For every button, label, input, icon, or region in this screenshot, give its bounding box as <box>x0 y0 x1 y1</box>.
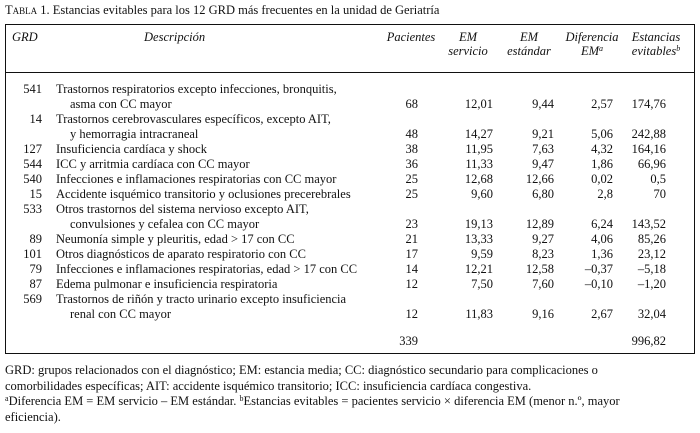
cell-pacientes: 38 <box>405 142 418 156</box>
cell-em-estandar: 7,60 <box>532 277 554 291</box>
cell-evitables: 70 <box>653 187 666 201</box>
header-descripcion: Descripción <box>144 30 206 44</box>
cell-descripcion: Infecciones e inflamaciones respiratorias con CC mayor <box>56 172 337 186</box>
cell-em-estandar: 12,89 <box>525 217 554 231</box>
cell-evitables: 164,16 <box>631 142 666 156</box>
notes-footnotes-end: eficiencia). <box>5 409 61 424</box>
cell-evitables: 0,5 <box>650 172 666 186</box>
cell-descripcion-cont: renal con CC mayor <box>70 307 172 321</box>
cell-pacientes: 48 <box>405 127 418 141</box>
cell-em-servicio: 13,33 <box>464 232 493 246</box>
cell-em-servicio: 11,95 <box>465 142 493 156</box>
cell-em-servicio: 7,50 <box>471 277 493 291</box>
cell-evitables: 23,12 <box>637 247 666 261</box>
cell-grd: 540 <box>23 172 42 186</box>
cell-em-servicio: 19,13 <box>464 217 493 231</box>
cell-evitables: 242,88 <box>631 127 666 141</box>
cell-evitables: 85,26 <box>637 232 666 246</box>
cell-em-servicio: 11,83 <box>465 307 493 321</box>
cell-diferencia: 2,57 <box>591 97 613 111</box>
cell-descripcion-cont: y hemorragia intracraneal <box>70 127 199 141</box>
cell-pacientes: 25 <box>405 187 418 201</box>
caption-text: Estancias evitables para los 12 GRD más frecuentes en la unidad de Geriatría <box>52 3 440 17</box>
cell-em-estandar: 6,80 <box>532 187 554 201</box>
notes-footnotes: $^a$Diferencia EM = EM servicio – EM estándar. $^b$Estancias evitables = pacientes servicio × diferencia EM (menor n.º, mayor <box>5 394 620 408</box>
caption-label: Tabla 1. <box>5 3 50 17</box>
cell-em-estandar: 8,23 <box>532 247 554 261</box>
cell-grd: 89 <box>29 232 42 246</box>
header-em-estandar: EM estándar <box>507 30 551 58</box>
cell-descripcion: ICC y arritmia cardíaca con CC mayor <box>56 157 250 171</box>
cell-diferencia: 6,24 <box>591 217 613 231</box>
cell-pacientes: 23 <box>405 217 418 231</box>
cell-descripcion: Neumonía simple y pleuritis, edad > 17 con CC <box>56 232 295 246</box>
cell-grd: 87 <box>29 277 42 291</box>
cell-pacientes: 36 <box>405 157 418 171</box>
cell-pacientes: 17 <box>405 247 418 261</box>
cell-descripcion: Accidente isquémico transitorio y oclusiones precerebrales <box>56 187 351 201</box>
cell-em-servicio: 11,33 <box>465 157 493 171</box>
cell-diferencia: 2,67 <box>591 307 613 321</box>
table-caption <box>5 3 439 18</box>
notes-abbreviations-2: comorbilidades específicas; AIT: accidente isquémico transitorio; ICC: insuficiencia cardíaca congestiva. <box>5 378 532 393</box>
header-pacientes: Pacientes <box>386 30 436 44</box>
cell-descripcion: Otros diagnósticos de aparato respiratorio con CC <box>56 247 306 261</box>
header-estancias: Estancias evitables$^b$ <box>631 30 681 58</box>
cell-pacientes: 14 <box>405 262 418 276</box>
cell-em-estandar: 9,16 <box>532 307 554 321</box>
cell-descripcion: Insuficiencia cardíaca y shock <box>56 142 207 156</box>
header-grd: GRD <box>12 30 38 44</box>
cell-evitables: 66,96 <box>637 157 666 171</box>
cell-em-servicio: 12,21 <box>464 262 493 276</box>
cell-em-servicio: 12,68 <box>464 172 493 186</box>
cell-descripcion: Infecciones e inflamaciones respiratorias, edad > 17 con CC <box>56 262 358 276</box>
cell-em-estandar: 7,63 <box>532 142 554 156</box>
cell-descripcion: Otros trastornos del sistema nervioso excepto AIT, <box>56 202 309 216</box>
cell-grd: 79 <box>29 262 42 276</box>
cell-grd: 15 <box>29 187 42 201</box>
cell-evitables: 174,76 <box>631 97 666 111</box>
cell-diferencia: 4,06 <box>591 232 613 246</box>
cell-em-servicio: 9,60 <box>471 187 493 201</box>
cell-grd: 544 <box>23 157 42 171</box>
cell-em-estandar: 12,66 <box>525 172 554 186</box>
cell-diferencia: 1,36 <box>591 247 613 261</box>
cell-pacientes: 12 <box>405 277 418 291</box>
cell-pacientes: 21 <box>405 232 418 246</box>
cell-diferencia: 2,8 <box>597 187 613 201</box>
cell-descripcion: Trastornos cerebrovasculares específicos, excepto AIT, <box>56 112 331 126</box>
cell-em-estandar: 9,44 <box>532 97 554 111</box>
header-separator <box>5 72 695 73</box>
cell-pacientes: 12 <box>405 307 418 321</box>
cell-evitables: –5,18 <box>637 262 666 276</box>
cell-diferencia: 0,02 <box>591 172 613 186</box>
cell-em-servicio: 12,01 <box>464 97 493 111</box>
cell-descripcion: Trastornos de riñón y tracto urinario excepto insuficiencia <box>56 292 347 306</box>
header-em-servicio: EM servicio <box>448 30 488 58</box>
cell-diferencia: –0,10 <box>584 277 613 291</box>
cell-diferencia: 1,86 <box>591 157 613 171</box>
cell-grd: 569 <box>23 292 42 306</box>
cell-evitables: 32,04 <box>637 307 666 321</box>
cell-grd: 533 <box>23 202 42 216</box>
cell-descripcion: Trastornos respiratorios excepto infecciones, bronquitis, <box>56 82 337 96</box>
cell-em-estandar: 9,27 <box>532 232 554 246</box>
cell-em-servicio: 14,27 <box>464 127 493 141</box>
cell-grd: 127 <box>23 142 42 156</box>
cell-em-estandar: 12,58 <box>525 262 554 276</box>
cell-pacientes: 68 <box>405 97 418 111</box>
total-evitables: 996,82 <box>631 334 666 348</box>
cell-grd: 14 <box>29 112 42 126</box>
header-diferencia: Diferencia $EM^a$ <box>565 30 619 58</box>
cell-descripcion-cont: asma con CC mayor <box>70 97 172 111</box>
cell-em-estandar: 9,47 <box>532 157 554 171</box>
cell-diferencia: 4,32 <box>591 142 613 156</box>
total-pacientes: 339 <box>399 334 418 348</box>
cell-grd: 541 <box>23 82 42 96</box>
cell-diferencia: 5,06 <box>591 127 613 141</box>
cell-pacientes: 25 <box>405 172 418 186</box>
cell-grd: 101 <box>23 247 42 261</box>
cell-evitables: 143,52 <box>631 217 666 231</box>
cell-descripcion: Edema pulmonar e insuficiencia respiratoria <box>56 277 278 291</box>
cell-em-servicio: 9,59 <box>471 247 493 261</box>
cell-evitables: –1,20 <box>637 277 666 291</box>
notes-abbreviations-1: GRD: grupos relacionados con el diagnóstico; EM: estancia media; CC: diagnóstico secundario para complicaciones o <box>5 363 598 377</box>
cell-em-estandar: 9,21 <box>532 127 554 141</box>
cell-diferencia: –0,37 <box>584 262 613 276</box>
cell-descripcion-cont: convulsiones y cefalea con CC mayor <box>70 217 260 231</box>
table-notes <box>5 363 695 425</box>
